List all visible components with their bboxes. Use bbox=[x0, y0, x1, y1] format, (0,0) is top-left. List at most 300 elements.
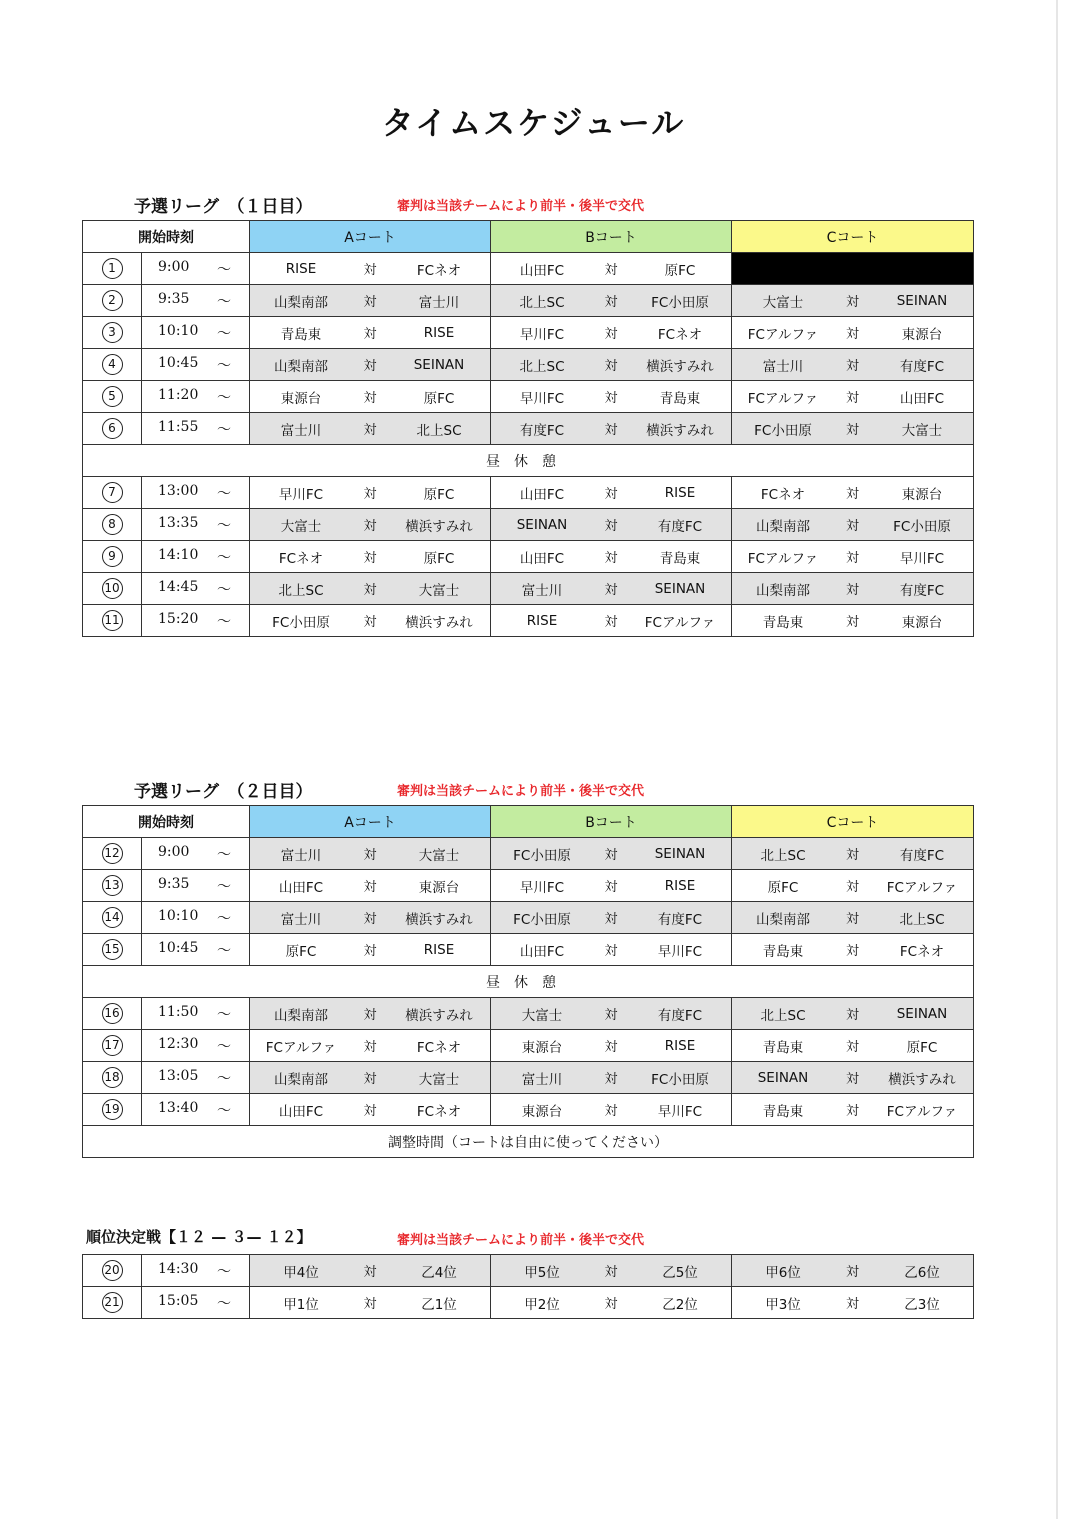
match-pair bbox=[250, 323, 490, 343]
match-pair bbox=[250, 291, 490, 311]
match-number-cell bbox=[83, 1030, 142, 1062]
court-c-match bbox=[732, 998, 974, 1030]
tilde: ～ bbox=[217, 942, 231, 959]
match-number: 18 bbox=[102, 1067, 123, 1088]
tilde: ～ bbox=[217, 261, 231, 278]
away-team: 乙4位 bbox=[421, 1264, 457, 1281]
match-pair bbox=[732, 1261, 973, 1281]
vs-label: 対 bbox=[604, 880, 618, 895]
start-time-cell bbox=[142, 573, 250, 605]
away-team: RISE bbox=[664, 877, 696, 894]
home-team: SEINAN bbox=[516, 516, 568, 533]
vs-label: 対 bbox=[604, 423, 618, 438]
start-time bbox=[142, 483, 249, 503]
home-team: FCネオ bbox=[278, 550, 324, 567]
match-number: 4 bbox=[102, 354, 123, 375]
vs-label: 対 bbox=[363, 944, 377, 959]
court-a-match bbox=[250, 902, 491, 934]
vs-label: 対 bbox=[845, 1040, 859, 1055]
start-time-header: 開始時刻 bbox=[83, 806, 250, 838]
court-c-header: Cコート bbox=[732, 806, 974, 838]
home-team: FCアルファ bbox=[747, 390, 819, 407]
vs-label: 対 bbox=[845, 519, 859, 534]
home-team: RISE bbox=[285, 260, 317, 277]
home-team: 有度FC bbox=[519, 422, 565, 439]
match-number-cell bbox=[83, 870, 142, 902]
match-pair bbox=[491, 908, 731, 928]
court-b-match bbox=[491, 605, 732, 637]
away-team: 有度FC bbox=[899, 582, 945, 599]
match-number-cell bbox=[83, 838, 142, 870]
home-team: 山梨南部 bbox=[274, 358, 328, 375]
away-team: 乙2位 bbox=[662, 1296, 698, 1313]
start-time bbox=[142, 908, 249, 928]
home-team: 富士川 bbox=[762, 358, 804, 375]
final-rows bbox=[83, 1255, 974, 1319]
court-c-empty bbox=[732, 253, 974, 285]
court-a-match bbox=[250, 934, 491, 966]
court-b-match bbox=[491, 349, 732, 381]
match-number-cell bbox=[83, 605, 142, 637]
start-time-value: 13:40 bbox=[158, 1099, 199, 1116]
home-team: 北上SC bbox=[760, 847, 806, 864]
match-pair bbox=[491, 1036, 731, 1056]
court-a-match bbox=[250, 413, 491, 445]
table-row bbox=[83, 1255, 974, 1287]
table-row bbox=[83, 541, 974, 573]
match-pair bbox=[732, 291, 973, 311]
home-team: 甲5位 bbox=[524, 1264, 560, 1281]
court-b-match bbox=[491, 1030, 732, 1062]
home-team: 山梨南部 bbox=[756, 582, 810, 599]
home-team: 早川FC bbox=[278, 486, 324, 503]
match-pair bbox=[491, 483, 731, 503]
home-team: 富士川 bbox=[280, 911, 322, 928]
vs-label: 対 bbox=[604, 1265, 618, 1280]
match-pair bbox=[250, 515, 490, 535]
court-c-match bbox=[732, 317, 974, 349]
vs-label: 対 bbox=[845, 848, 859, 863]
match-pair bbox=[250, 611, 490, 631]
match-pair bbox=[491, 387, 731, 407]
match-number-cell bbox=[83, 1287, 142, 1319]
home-team: 山田FC bbox=[519, 550, 565, 567]
vs-label: 対 bbox=[363, 263, 377, 278]
match-pair bbox=[732, 483, 973, 503]
match-pair bbox=[491, 323, 731, 343]
court-a-match bbox=[250, 285, 491, 317]
match-number-cell bbox=[83, 349, 142, 381]
court-b-match bbox=[491, 285, 732, 317]
tilde: ～ bbox=[217, 1295, 231, 1312]
match-number: 11 bbox=[102, 610, 123, 631]
start-time-value: 10:45 bbox=[158, 354, 199, 371]
start-time-value: 14:30 bbox=[158, 1260, 199, 1277]
away-team: 有度FC bbox=[899, 358, 945, 375]
start-time-cell bbox=[142, 934, 250, 966]
start-time-cell bbox=[142, 509, 250, 541]
court-b-match bbox=[491, 1255, 732, 1287]
home-team: 原FC bbox=[767, 879, 799, 896]
match-number: 3 bbox=[102, 322, 123, 343]
vs-label: 対 bbox=[604, 583, 618, 598]
court-c-match bbox=[732, 1094, 974, 1126]
home-team: RISE bbox=[526, 612, 558, 629]
start-time bbox=[142, 1100, 249, 1120]
match-number: 20 bbox=[102, 1260, 123, 1281]
vs-label: 対 bbox=[604, 487, 618, 502]
day2-schedule-table bbox=[82, 805, 974, 1158]
away-team: 有度FC bbox=[657, 518, 703, 535]
match-number: 13 bbox=[102, 875, 123, 896]
court-a-match bbox=[250, 349, 491, 381]
tilde: ～ bbox=[217, 613, 231, 630]
away-team: 横浜すみれ bbox=[646, 422, 714, 439]
table-row bbox=[83, 870, 974, 902]
vs-label: 対 bbox=[845, 1072, 859, 1087]
vs-label: 対 bbox=[845, 880, 859, 895]
start-time-value: 13:35 bbox=[158, 514, 199, 531]
match-number-cell bbox=[83, 381, 142, 413]
match-number: 7 bbox=[102, 482, 123, 503]
home-team: FC小田原 bbox=[754, 422, 812, 439]
tilde: ～ bbox=[217, 293, 231, 310]
home-team: 北上SC bbox=[278, 582, 324, 599]
home-team: 大富士 bbox=[280, 518, 322, 535]
vs-label: 対 bbox=[604, 551, 618, 566]
home-team: 大富士 bbox=[762, 294, 804, 311]
away-team: 大富士 bbox=[418, 582, 460, 599]
start-time-cell bbox=[142, 349, 250, 381]
match-number: 16 bbox=[102, 1003, 123, 1024]
match-pair bbox=[250, 1293, 490, 1313]
away-team: FC小田原 bbox=[651, 1071, 709, 1088]
vs-label: 対 bbox=[604, 944, 618, 959]
away-team: 乙1位 bbox=[421, 1296, 457, 1313]
home-team: 甲2位 bbox=[524, 1296, 560, 1313]
vs-label: 対 bbox=[845, 423, 859, 438]
away-team: RISE bbox=[423, 324, 455, 341]
home-team: 山梨南部 bbox=[274, 294, 328, 311]
vs-label: 対 bbox=[845, 359, 859, 374]
match-pair bbox=[491, 940, 731, 960]
table-row bbox=[83, 413, 974, 445]
table-row bbox=[83, 1030, 974, 1062]
court-b-match bbox=[491, 1062, 732, 1094]
match-pair bbox=[732, 844, 973, 864]
match-number: 12 bbox=[102, 843, 123, 864]
court-a-header: Aコート bbox=[250, 221, 491, 253]
court-a-match bbox=[250, 477, 491, 509]
home-team: 北上SC bbox=[519, 358, 565, 375]
match-number-cell bbox=[83, 1062, 142, 1094]
vs-label: 対 bbox=[363, 327, 377, 342]
vs-label: 対 bbox=[604, 615, 618, 630]
court-a-match bbox=[250, 998, 491, 1030]
match-pair bbox=[250, 547, 490, 567]
start-time-value: 12:30 bbox=[158, 1035, 199, 1052]
away-team: 原FC bbox=[906, 1039, 938, 1056]
away-team: 東源台 bbox=[418, 879, 460, 896]
start-time-header: 開始時刻 bbox=[83, 221, 250, 253]
away-team: 大富士 bbox=[418, 847, 460, 864]
vs-label: 対 bbox=[845, 583, 859, 598]
away-team: 原FC bbox=[423, 390, 455, 407]
table-row bbox=[83, 509, 974, 541]
start-time-cell bbox=[142, 477, 250, 509]
court-a-match bbox=[250, 1062, 491, 1094]
court-b-header: Bコート bbox=[491, 806, 732, 838]
start-time-value: 10:10 bbox=[158, 907, 199, 924]
vs-label: 対 bbox=[604, 359, 618, 374]
away-team: 乙3位 bbox=[904, 1296, 940, 1313]
home-team: 原FC bbox=[285, 943, 317, 960]
away-team: SEINAN bbox=[413, 356, 465, 373]
match-number-cell bbox=[83, 998, 142, 1030]
home-team: FC小田原 bbox=[513, 847, 571, 864]
court-b-match bbox=[491, 413, 732, 445]
match-pair bbox=[491, 1004, 731, 1024]
match-number: 2 bbox=[102, 290, 123, 311]
away-team: 青島東 bbox=[659, 390, 701, 407]
vs-label: 対 bbox=[845, 1265, 859, 1280]
match-pair bbox=[250, 355, 490, 375]
court-a-match bbox=[250, 317, 491, 349]
court-a-match bbox=[250, 509, 491, 541]
start-time-cell bbox=[142, 317, 250, 349]
away-team: 有度FC bbox=[899, 847, 945, 864]
tilde: ～ bbox=[217, 389, 231, 406]
start-time-value: 13:00 bbox=[158, 482, 199, 499]
home-team: 早川FC bbox=[519, 326, 565, 343]
home-team: 山梨南部 bbox=[274, 1071, 328, 1088]
court-b-match bbox=[491, 870, 732, 902]
away-team: 横浜すみれ bbox=[405, 518, 473, 535]
vs-label: 対 bbox=[363, 880, 377, 895]
vs-label: 対 bbox=[604, 327, 618, 342]
match-pair bbox=[491, 1100, 731, 1120]
court-a-match bbox=[250, 573, 491, 605]
start-time-cell bbox=[142, 1094, 250, 1126]
start-time-cell bbox=[142, 1030, 250, 1062]
home-team: FCアルファ bbox=[747, 550, 819, 567]
vs-label: 対 bbox=[363, 551, 377, 566]
vs-label: 対 bbox=[845, 944, 859, 959]
home-team: 青島東 bbox=[280, 326, 322, 343]
court-a-match bbox=[250, 253, 491, 285]
table-row bbox=[83, 573, 974, 605]
court-a-match bbox=[250, 1255, 491, 1287]
match-pair bbox=[250, 579, 490, 599]
home-team: 甲1位 bbox=[283, 1296, 319, 1313]
away-team: 横浜すみれ bbox=[888, 1071, 956, 1088]
court-c-match bbox=[732, 541, 974, 573]
tilde: ～ bbox=[217, 325, 231, 342]
vs-label: 対 bbox=[604, 1297, 618, 1312]
vs-label: 対 bbox=[845, 487, 859, 502]
home-team: 青島東 bbox=[762, 1039, 804, 1056]
home-team: 青島東 bbox=[762, 614, 804, 631]
vs-label: 対 bbox=[363, 583, 377, 598]
home-team: 山田FC bbox=[519, 943, 565, 960]
away-team: 横浜すみれ bbox=[405, 1007, 473, 1024]
start-time-value: 10:45 bbox=[158, 939, 199, 956]
match-pair bbox=[732, 940, 973, 960]
match-number: 15 bbox=[102, 939, 123, 960]
start-time bbox=[142, 1293, 249, 1313]
home-team: 東源台 bbox=[521, 1103, 563, 1120]
table-row bbox=[83, 605, 974, 637]
start-time-value: 9:00 bbox=[158, 258, 190, 275]
page-edge bbox=[1056, 0, 1058, 1519]
table-row bbox=[83, 477, 974, 509]
match-number: 14 bbox=[102, 907, 123, 928]
court-b-match bbox=[491, 317, 732, 349]
match-pair bbox=[491, 1068, 731, 1088]
match-pair bbox=[732, 387, 973, 407]
home-team: 東源台 bbox=[521, 1039, 563, 1056]
away-team: SEINAN bbox=[896, 292, 948, 309]
home-team: 甲4位 bbox=[283, 1264, 319, 1281]
home-team: 山田FC bbox=[519, 486, 565, 503]
vs-label: 対 bbox=[604, 848, 618, 863]
vs-label: 対 bbox=[604, 1072, 618, 1087]
court-a-match bbox=[250, 1094, 491, 1126]
court-b-match bbox=[491, 902, 732, 934]
table-row bbox=[83, 1062, 974, 1094]
vs-label: 対 bbox=[363, 391, 377, 406]
match-pair bbox=[491, 419, 731, 439]
match-pair bbox=[732, 515, 973, 535]
start-time bbox=[142, 291, 249, 311]
away-team: 早川FC bbox=[657, 943, 703, 960]
vs-label: 対 bbox=[845, 295, 859, 310]
match-pair bbox=[732, 323, 973, 343]
header-row bbox=[83, 806, 974, 838]
away-team: SEINAN bbox=[654, 580, 706, 597]
start-time bbox=[142, 419, 249, 439]
match-number-cell bbox=[83, 317, 142, 349]
start-time-value: 15:20 bbox=[158, 610, 199, 627]
start-time-value: 13:05 bbox=[158, 1067, 199, 1084]
vs-label: 対 bbox=[363, 1297, 377, 1312]
start-time bbox=[142, 515, 249, 535]
vs-label: 対 bbox=[604, 519, 618, 534]
start-time-cell bbox=[142, 1287, 250, 1319]
tilde: ～ bbox=[217, 878, 231, 895]
start-time bbox=[142, 547, 249, 567]
court-b-match bbox=[491, 1287, 732, 1319]
away-team: 横浜すみれ bbox=[405, 614, 473, 631]
match-pair bbox=[250, 876, 490, 896]
start-time-value: 10:10 bbox=[158, 322, 199, 339]
court-c-match bbox=[732, 477, 974, 509]
court-c-match bbox=[732, 285, 974, 317]
match-pair bbox=[250, 419, 490, 439]
start-time-value: 9:35 bbox=[158, 875, 190, 892]
court-c-match bbox=[732, 1287, 974, 1319]
start-time-cell bbox=[142, 253, 250, 285]
home-team: FCアルファ bbox=[265, 1039, 337, 1056]
away-team: 山田FC bbox=[899, 390, 945, 407]
start-time-value: 15:05 bbox=[158, 1292, 199, 1309]
match-pair bbox=[250, 1100, 490, 1120]
court-b-match bbox=[491, 573, 732, 605]
day1-rows bbox=[83, 221, 974, 637]
home-team: 青島東 bbox=[762, 1103, 804, 1120]
match-pair bbox=[732, 908, 973, 928]
tilde: ～ bbox=[217, 910, 231, 927]
match-pair bbox=[491, 1261, 731, 1281]
start-time-value: 14:10 bbox=[158, 546, 199, 563]
match-number: 6 bbox=[102, 418, 123, 439]
home-team: 山田FC bbox=[278, 1103, 324, 1120]
court-c-match bbox=[732, 1062, 974, 1094]
match-number-cell bbox=[83, 1094, 142, 1126]
court-c-match bbox=[732, 838, 974, 870]
court-c-match bbox=[732, 349, 974, 381]
home-team: 早川FC bbox=[519, 879, 565, 896]
vs-label: 対 bbox=[604, 1104, 618, 1119]
tilde: ～ bbox=[217, 1070, 231, 1087]
vs-label: 対 bbox=[845, 1008, 859, 1023]
away-team: FCアルファ bbox=[644, 614, 716, 631]
match-pair bbox=[732, 547, 973, 567]
vs-label: 対 bbox=[363, 848, 377, 863]
match-pair bbox=[250, 1068, 490, 1088]
vs-label: 対 bbox=[604, 1040, 618, 1055]
match-pair bbox=[491, 1293, 731, 1313]
vs-label: 対 bbox=[845, 391, 859, 406]
court-c-match bbox=[732, 381, 974, 413]
court-a-match bbox=[250, 870, 491, 902]
tilde: ～ bbox=[217, 485, 231, 502]
match-pair bbox=[250, 387, 490, 407]
start-time-value: 11:55 bbox=[158, 418, 199, 435]
table-row bbox=[83, 253, 974, 285]
vs-label: 対 bbox=[363, 1104, 377, 1119]
vs-label: 対 bbox=[363, 295, 377, 310]
start-time bbox=[142, 844, 249, 864]
away-team: 富士川 bbox=[418, 294, 460, 311]
final-schedule-table bbox=[82, 1254, 974, 1319]
vs-label: 対 bbox=[845, 1104, 859, 1119]
day2-rows bbox=[83, 806, 974, 1158]
match-pair bbox=[250, 908, 490, 928]
start-time bbox=[142, 1261, 249, 1281]
court-b-match bbox=[491, 998, 732, 1030]
match-pair bbox=[250, 844, 490, 864]
away-team: 有度FC bbox=[657, 911, 703, 928]
match-pair bbox=[491, 579, 731, 599]
match-number-cell bbox=[83, 253, 142, 285]
away-team: 乙6位 bbox=[904, 1264, 940, 1281]
match-pair bbox=[732, 1293, 973, 1313]
home-team: 山田FC bbox=[278, 879, 324, 896]
match-pair bbox=[732, 611, 973, 631]
day2-referee-note: 審判は当該チームにより前半・後半で交代 bbox=[397, 784, 645, 799]
header-row bbox=[83, 221, 974, 253]
away-team: 原FC bbox=[423, 550, 455, 567]
start-time bbox=[142, 1036, 249, 1056]
match-pair bbox=[491, 515, 731, 535]
away-team: RISE bbox=[664, 1037, 696, 1054]
court-b-match bbox=[491, 253, 732, 285]
away-team: RISE bbox=[664, 484, 696, 501]
tilde: ～ bbox=[217, 549, 231, 566]
table-row bbox=[83, 998, 974, 1030]
away-team: 早川FC bbox=[899, 550, 945, 567]
